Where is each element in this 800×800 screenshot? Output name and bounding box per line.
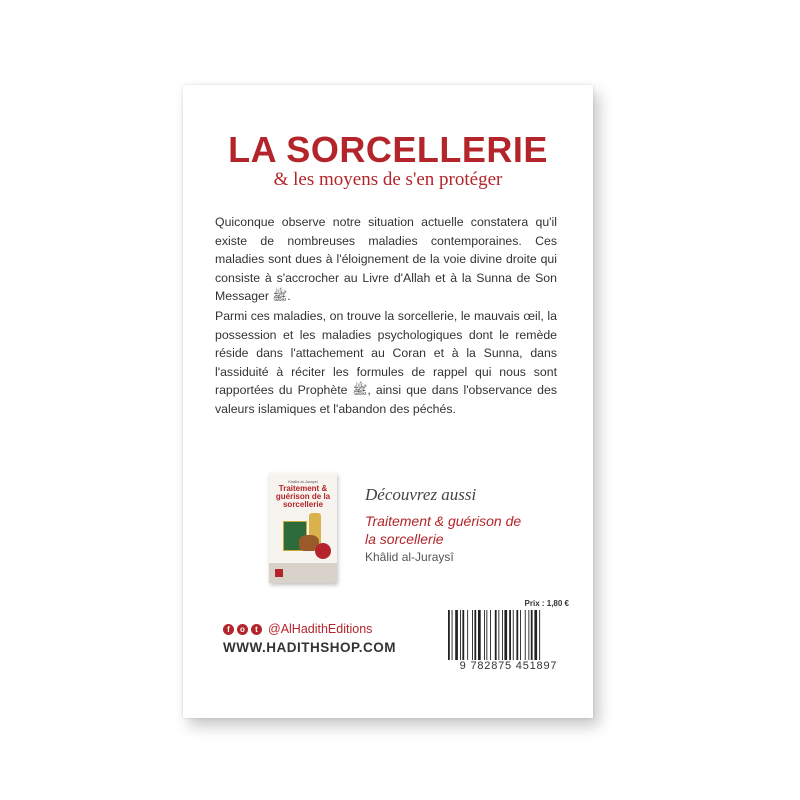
barcode-bar — [498, 610, 499, 660]
barcode-bar — [452, 610, 453, 660]
twitter-icon: t — [251, 624, 262, 635]
barcode-bar — [502, 610, 503, 660]
barcode-bar — [460, 610, 461, 660]
social-handle: @AlHadithEditions — [268, 622, 373, 636]
thumbnail-badge — [315, 543, 331, 559]
barcode-bar — [462, 610, 464, 660]
barcode-bar — [531, 610, 533, 660]
barcode-bar — [520, 610, 521, 660]
website-url: WWW.HADITHSHOP.COM — [223, 640, 396, 655]
thumbnail-title: Traitement & guérison de la sorcellerie — [275, 484, 331, 509]
facebook-icon: f — [223, 624, 234, 635]
barcode-bar — [513, 610, 514, 660]
barcode-bar — [504, 610, 507, 660]
discover-heading: Découvrez aussi — [365, 485, 477, 504]
recommended-book-thumbnail — [269, 473, 337, 583]
barcode-bar — [516, 610, 518, 660]
description-paragraph-1: Quiconque observe notre situation actuelle constatera qu'il existe de nombreuses maladies contemporaines. Ces maladies sont dues à l'éloignement de la voie divine droite qui consiste à s'accrocher au Livre d'Allah et à la Sunna de Son Messager ﷺ. — [215, 215, 557, 303]
barcode-bar — [455, 610, 458, 660]
isbn-number: 9 782875 451897 — [459, 660, 558, 672]
price-label: Prix : 1,80 € — [524, 599, 569, 608]
barcode-bar — [528, 610, 529, 660]
barcode-bar — [478, 610, 481, 660]
barcode-bar — [534, 610, 537, 660]
barcode-bar — [484, 610, 485, 660]
barcode-bar — [486, 610, 487, 660]
instagram-icon: o — [237, 624, 248, 635]
recommended-book-author: Khâlid al-Juraysî — [365, 550, 454, 564]
book-subtitle: & les moyens de s'en protéger — [273, 169, 503, 190]
barcode-bar — [525, 610, 526, 660]
book-title: LA SORCELLERIE — [228, 129, 548, 170]
barcode-bar — [448, 610, 450, 660]
description-paragraph-2: Parmi ces maladies, on trouve la sorcellerie, le mauvais œil, la possession et les maladies psychologiques dont le remède réside dans l'attachement au Coran et à la Sunna, dans l'assiduité à réciter les formules de rappel qui nous sont rapportées du Prophète ﷺ, ainsi que dans l'observance des valeurs islamiques et l'abandon des péchés. — [215, 309, 558, 416]
recommended-book-title: Traitement & guérison de la sorcellerie — [365, 513, 522, 547]
barcode-bar — [474, 610, 476, 660]
barcode — [448, 610, 569, 660]
barcode-bar — [539, 610, 540, 660]
thumbnail-author: Khâlid al-Juraysî — [288, 479, 318, 484]
social-links — [223, 622, 372, 636]
barcode-bar — [495, 610, 497, 660]
barcode-bar — [467, 610, 468, 660]
barcode-bar — [472, 610, 473, 660]
barcode-bar — [509, 610, 511, 660]
book-back-cover — [183, 85, 593, 718]
publisher-logo-icon — [275, 569, 283, 577]
barcode-bar — [490, 610, 491, 660]
